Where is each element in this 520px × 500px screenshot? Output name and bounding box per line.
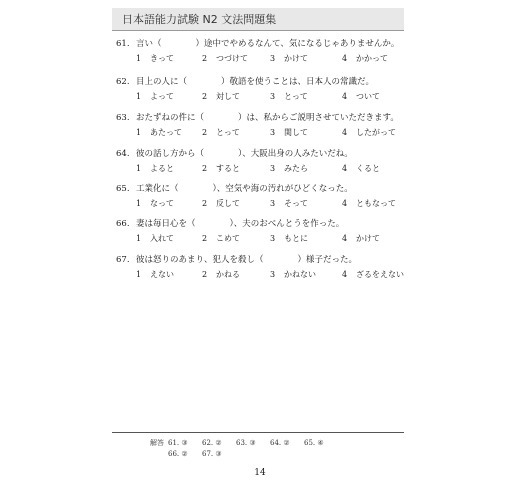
option-2[interactable]: 2 すると [202, 164, 240, 173]
question-text: おたずねの件に（ ）は、私からご説明させていただきます。 [136, 113, 399, 123]
page-number: 14 [254, 468, 266, 478]
answer-item: 61. ③ [168, 439, 188, 447]
answer-key [150, 438, 338, 460]
answer-row-1 [150, 438, 338, 449]
option-3[interactable]: 3 みたら [270, 164, 308, 173]
question-text-line [116, 112, 416, 125]
option-1[interactable]: 1 きって [136, 54, 174, 63]
question-65 [116, 183, 416, 210]
option-3[interactable]: 3 かねない [270, 270, 316, 279]
option-3[interactable]: 3 関して [270, 128, 308, 137]
answer-item: 64. ② [270, 439, 290, 447]
option-3[interactable]: 3 とって [270, 92, 308, 101]
question-text-line [116, 76, 416, 89]
options-row [116, 52, 416, 65]
options-row [116, 268, 416, 281]
options-row [116, 90, 416, 103]
options-row [116, 232, 416, 245]
option-2[interactable]: 2 かねる [202, 270, 240, 279]
question-number: 67. [116, 255, 130, 265]
option-2[interactable]: 2 対して [202, 92, 240, 101]
option-2[interactable]: 2 つづけて [202, 54, 248, 63]
answer-item: 62. ② [202, 439, 222, 447]
option-4[interactable]: 4 かかって [342, 54, 388, 63]
option-1[interactable]: 1 なって [136, 199, 174, 208]
option-2[interactable]: 2 こめて [202, 234, 240, 243]
question-62 [116, 76, 416, 103]
option-2[interactable]: 2 とって [202, 128, 240, 137]
option-3[interactable]: 3 もとに [270, 234, 308, 243]
question-text-line [116, 183, 416, 196]
question-66 [116, 218, 416, 245]
option-4[interactable]: 4 かけて [342, 234, 380, 243]
question-67 [116, 254, 416, 281]
option-4[interactable]: 4 ざるをえない [342, 270, 404, 279]
question-text-line [116, 254, 416, 267]
option-3[interactable]: 3 かけて [270, 54, 308, 63]
question-number: 63. [116, 113, 130, 123]
question-text: 言い（ ）途中でやめるなんて、気になるじゃありませんか。 [136, 39, 400, 49]
question-number: 61. [116, 39, 130, 49]
option-4[interactable]: 4 ついて [342, 92, 380, 101]
question-text: 目上の人に（ ）敬語を使うことは、日本人の常識だ。 [136, 77, 375, 87]
answer-divider [112, 432, 404, 433]
question-number: 65. [116, 184, 130, 194]
option-1[interactable]: 1 あたって [136, 128, 182, 137]
option-1[interactable]: 1 よって [136, 92, 174, 101]
answer-item: 63. ③ [236, 439, 256, 447]
option-4[interactable]: 4 くると [342, 164, 380, 173]
question-number: 64. [116, 149, 130, 159]
answer-item: 65. ④ [304, 439, 324, 447]
option-4[interactable]: 4 ともなって [342, 199, 396, 208]
header-title: 日本語能力試験 N2 文法問題集 [122, 13, 277, 26]
answer-label: 解答 [150, 439, 164, 447]
question-text: 彼は怒りのあまり、犯人を殺し（ ）様子だった。 [136, 255, 358, 265]
option-1[interactable]: 1 よると [136, 164, 174, 173]
answer-item: 67. ③ [202, 450, 222, 458]
question-number: 66. [116, 219, 130, 229]
option-3[interactable]: 3 そって [270, 199, 308, 208]
question-text-line [116, 148, 416, 161]
question-63 [116, 112, 416, 139]
option-2[interactable]: 2 反して [202, 199, 240, 208]
answer-item: 66. ② [168, 450, 188, 458]
options-row [116, 197, 416, 210]
options-row [116, 162, 416, 175]
options-row [116, 126, 416, 139]
page-header [112, 8, 404, 31]
question-text-line [116, 38, 416, 51]
question-number: 62. [116, 77, 130, 87]
question-text: 妻は毎日心を（ ）、夫のおべんとうを作った。 [136, 219, 345, 229]
answer-row-2 [150, 449, 338, 460]
question-text: 彼の話し方から（ ）、大阪出身の人みたいだね。 [136, 149, 353, 159]
question-61 [116, 38, 416, 65]
option-1[interactable]: 1 えない [136, 270, 174, 279]
option-4[interactable]: 4 したがって [342, 128, 396, 137]
option-1[interactable]: 1 入れて [136, 234, 174, 243]
question-64 [116, 148, 416, 175]
question-text: 工業化に（ ）、空気や海の汚れがひどくなった。 [136, 184, 353, 194]
question-text-line [116, 218, 416, 231]
